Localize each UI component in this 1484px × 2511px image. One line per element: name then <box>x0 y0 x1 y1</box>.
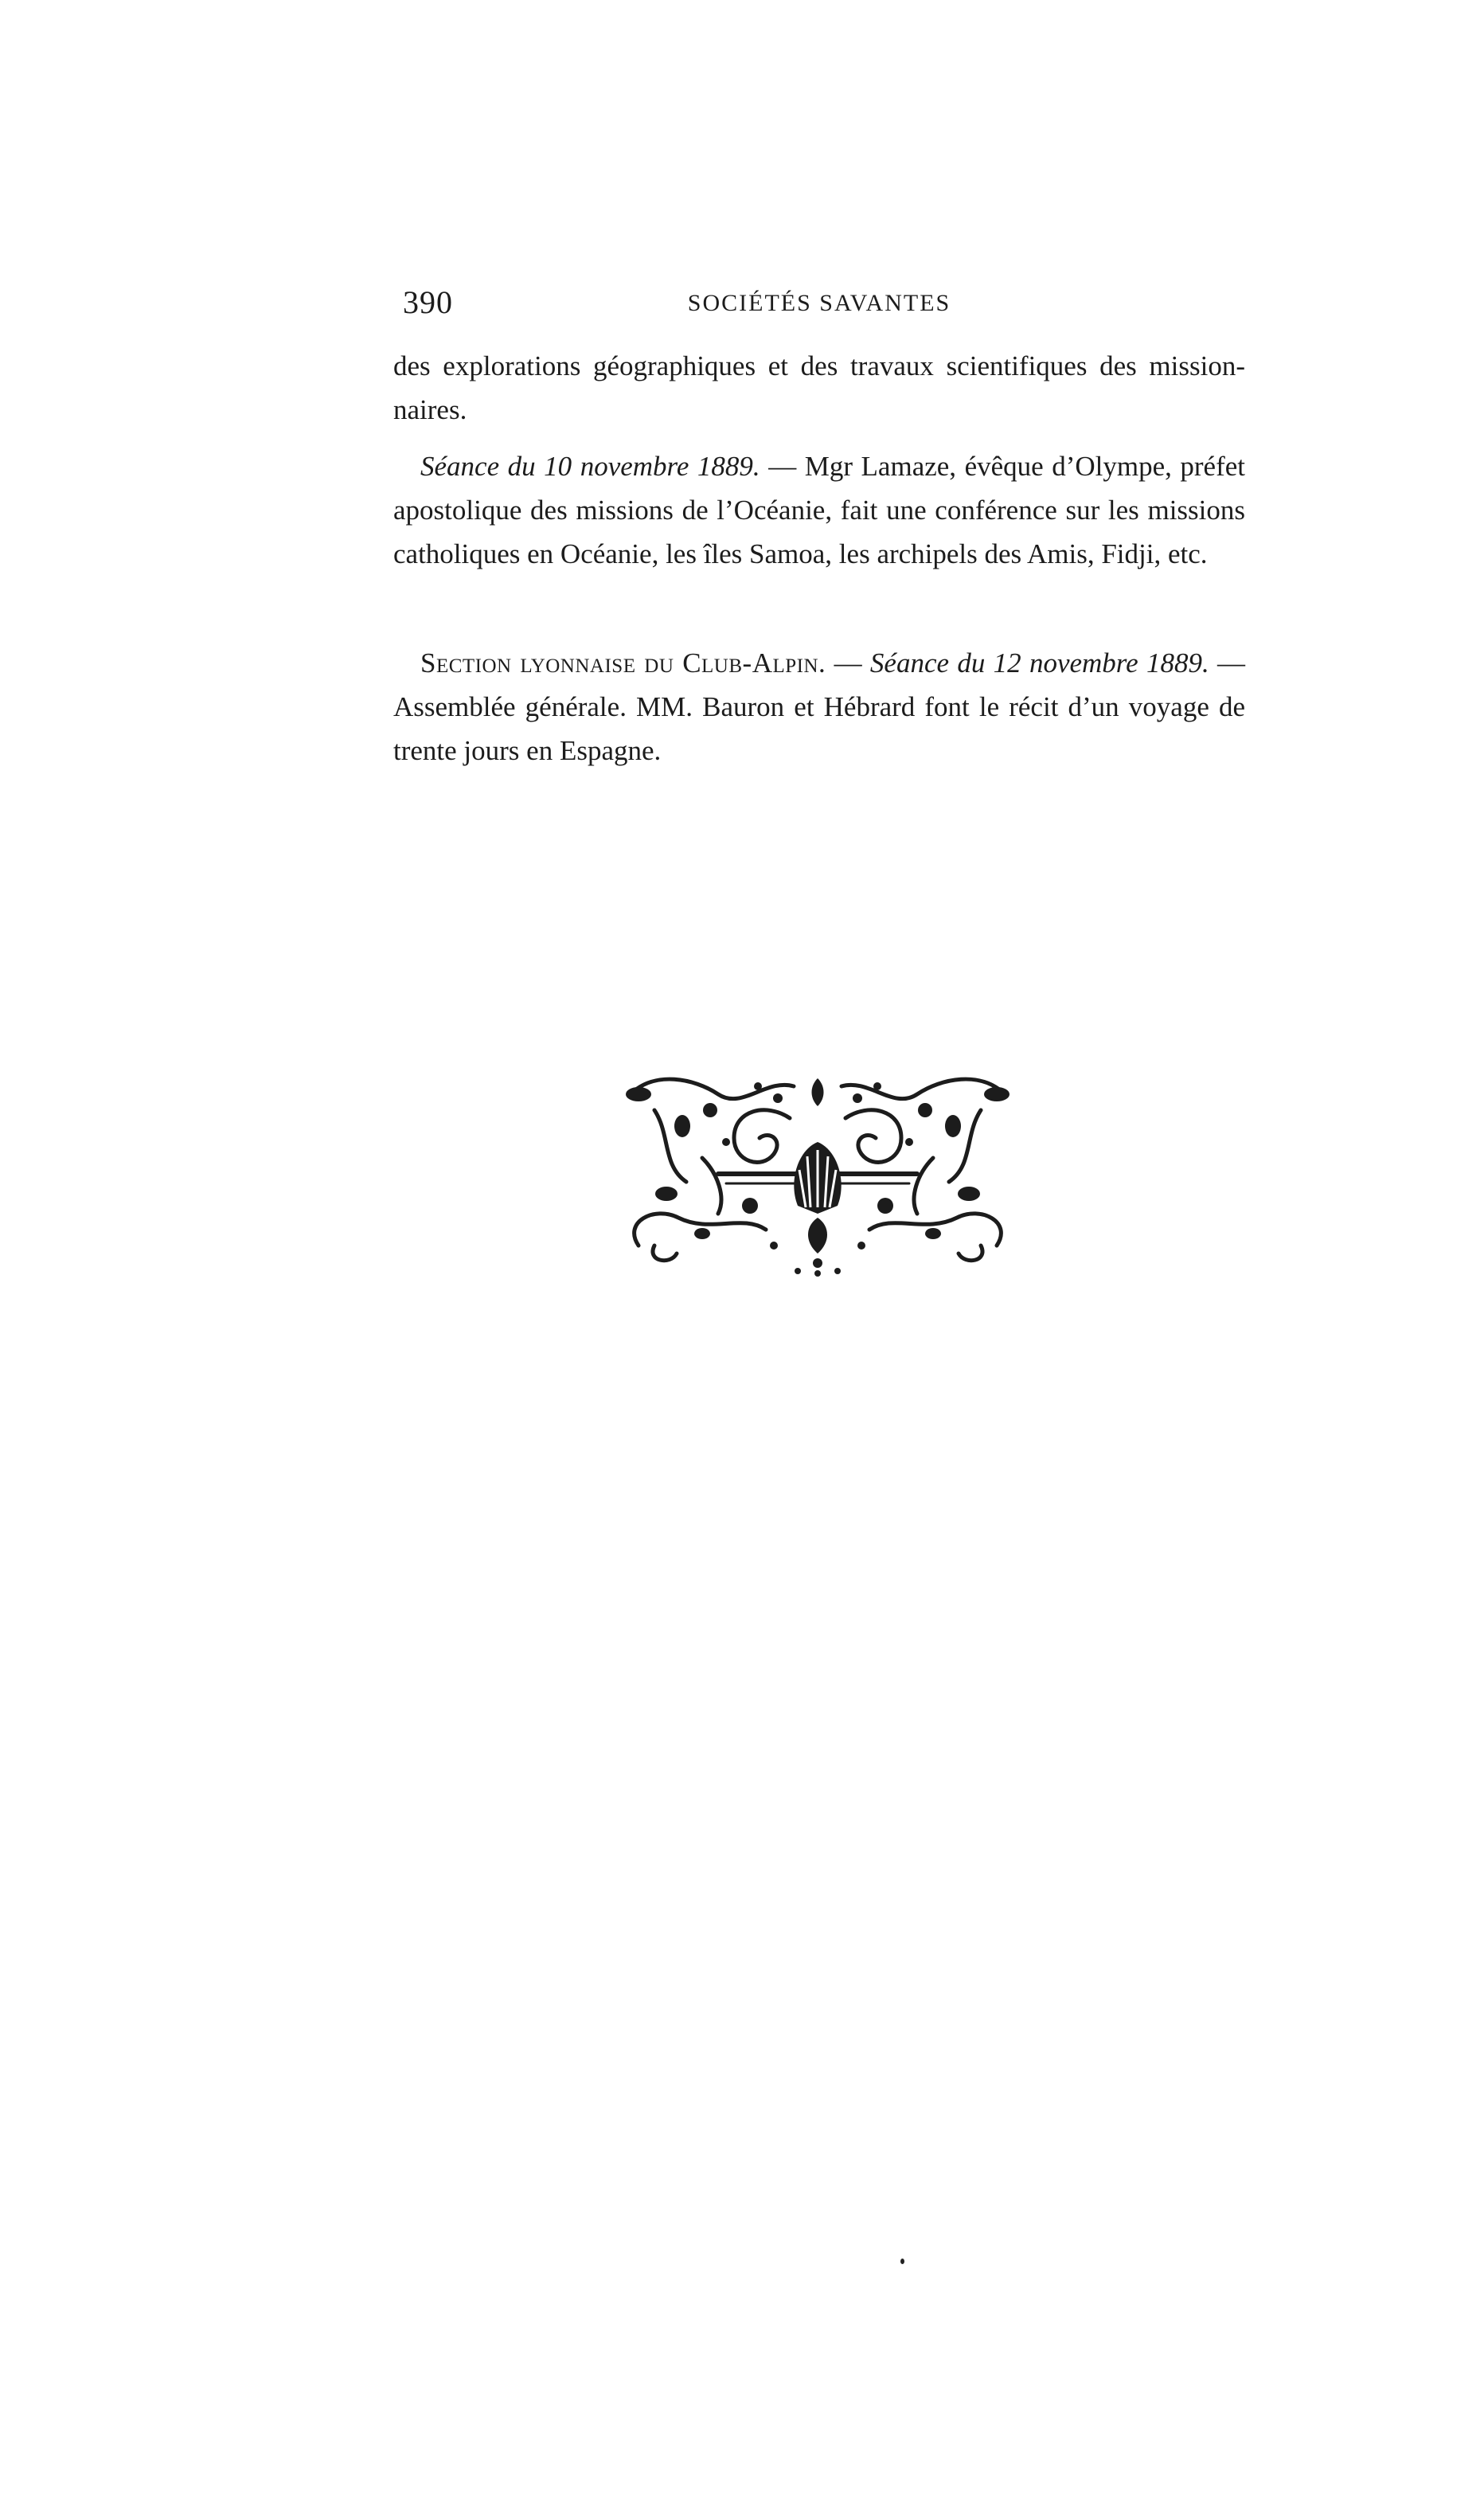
running-head <box>393 284 1245 331</box>
paragraph-text: des explorations géographiques et des travaux scientifiques des mission-naires. <box>393 350 1245 425</box>
running-title: SOCIÉTÉS SAVANTES <box>687 290 951 316</box>
ink-speck <box>900 2259 904 2264</box>
paragraph-text: — Assemblée générale. MM. Bauron et Hébrard font le récit d’un voyage de trente jours en Espagne. <box>393 647 1246 766</box>
page-number: 390 <box>403 284 453 320</box>
paragraph-section-lyonnaise <box>393 641 1245 772</box>
session-date: Séance du 10 novembre 1889. <box>420 451 760 482</box>
paragraph-text: — Mgr Lamaze, évêque d’Olympe, préfet apostolique des missions de l’Océanie, fait une conférence sur les missions catholiques en Océanie, les îles Samoa, les archipels des Amis, Fidji, etc. <box>393 451 1246 569</box>
paragraph-seance-10-novembre <box>393 444 1245 576</box>
paragraph-explorations <box>393 344 1245 432</box>
section-name: Section lyonnaise du Club-Alpin. <box>420 647 826 679</box>
fleuron-vignette-icon <box>607 1062 1029 1279</box>
session-date: Séance du 12 novembre 1889. <box>869 647 1209 679</box>
dash-separator: — <box>826 647 870 679</box>
